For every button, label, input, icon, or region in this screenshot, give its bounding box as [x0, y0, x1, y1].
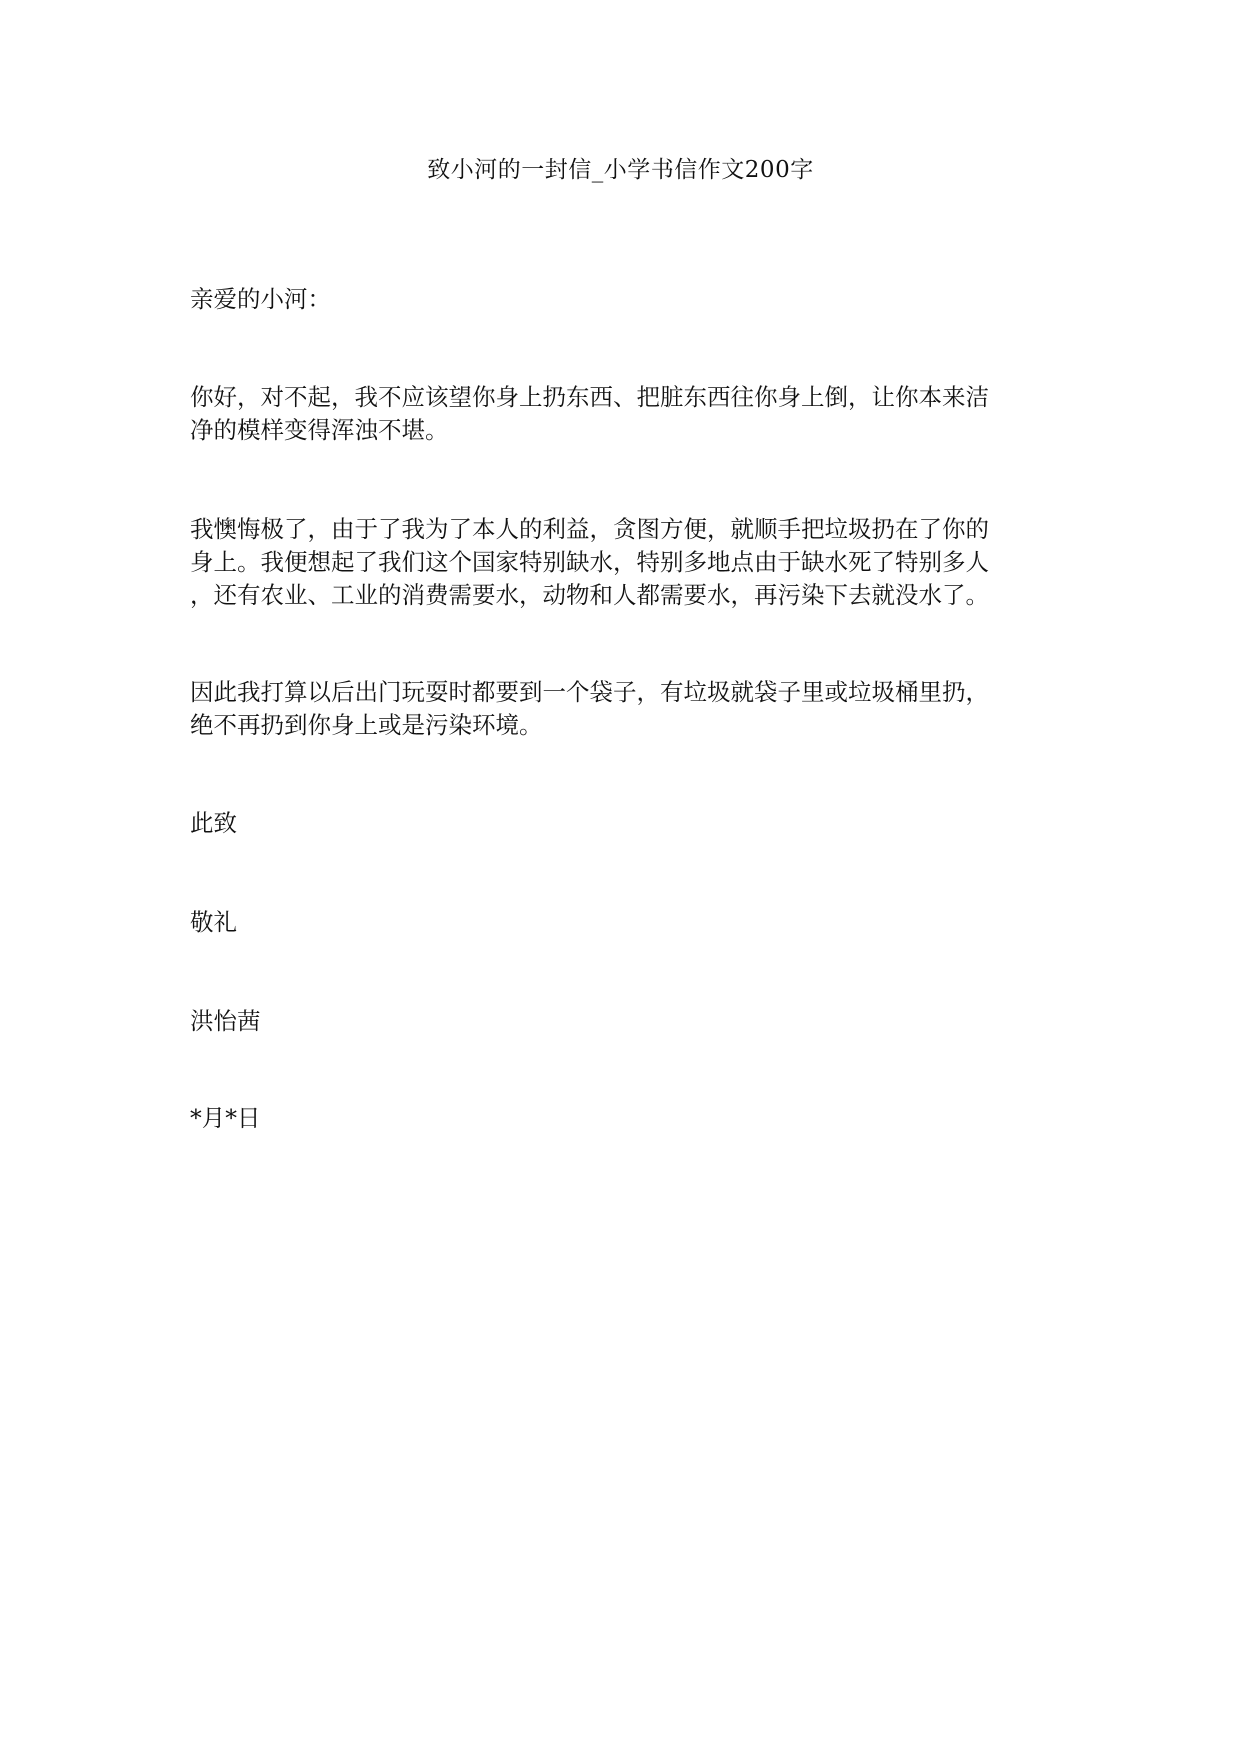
letter-paragraph-2: [190, 513, 1070, 612]
paragraph-line: 我懊悔极了，由于了我为了本人的利益，贪图方便，就顺手把垃圾扔在了你的: [190, 515, 989, 543]
letter-closing-ci-zhi: 此致: [190, 809, 237, 837]
letter-greeting: 亲爱的小河：: [190, 285, 331, 313]
paragraph-line: 绝不再扔到你身上或是污染环境。: [190, 711, 543, 739]
letter-closing-jing-li: 敬礼: [190, 908, 237, 936]
letter-paragraph-3: [190, 676, 1070, 742]
letter-signature: 洪怡茜: [190, 1007, 261, 1035]
document-title: 致小河的一封信_小学书信作文200字: [427, 157, 814, 183]
paragraph-line: 净的模样变得浑浊不堪。: [190, 416, 449, 444]
letter-paragraph-1: [190, 381, 1070, 447]
letter-date: *月*日: [190, 1104, 261, 1132]
paragraph-line: 因此我打算以后出门玩耍时都要到一个袋子，有垃圾就袋子里或垃圾桶里扔，: [190, 678, 989, 706]
paragraph-line: 你好，对不起，我不应该望你身上扔东西、把脏东西往你身上倒，让你本来洁: [190, 383, 989, 411]
paragraph-line: 身上。我便想起了我们这个国家特别缺水，特别多地点由于缺水死了特别多人: [190, 548, 989, 576]
paragraph-line: ，还有农业、工业的消费需要水，动物和人都需要水，再污染下去就没水了。: [190, 581, 989, 609]
